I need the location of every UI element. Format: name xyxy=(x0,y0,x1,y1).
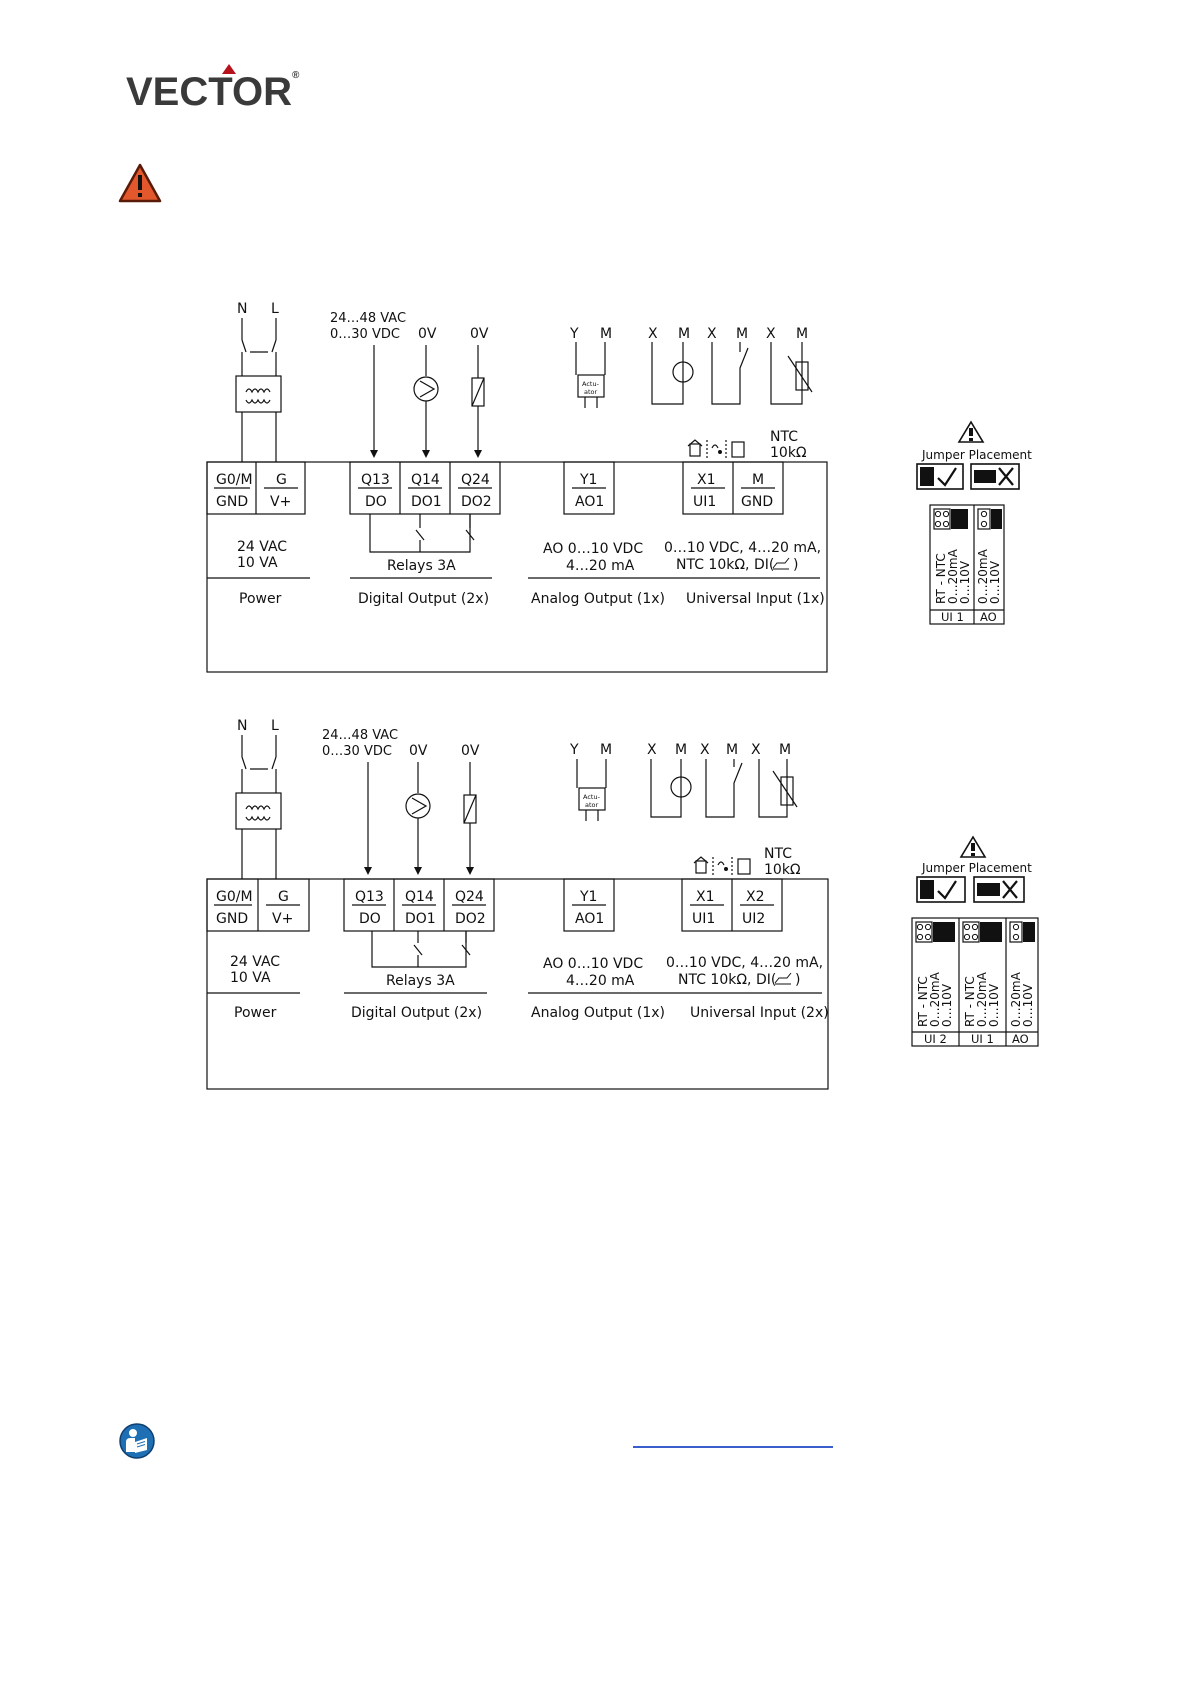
jumper1-footer-1: AO xyxy=(980,610,997,624)
ov-label-1: 0V xyxy=(409,743,428,759)
ui-label: Universal Input (1x) xyxy=(686,591,825,607)
jumper2-label-0: RT - NTC xyxy=(916,976,930,1027)
terminal-g-top: G xyxy=(278,889,289,905)
terminal-g0m-top: G0/M xyxy=(216,472,253,488)
do-supply-line1: 24…48 VAC xyxy=(330,311,407,326)
power-spec-1: 24 VAC xyxy=(237,539,288,555)
ao-spec-1: AO 0…10 VDC xyxy=(543,541,644,557)
logo-text: VECTOR xyxy=(126,70,292,114)
terminal-x1-top: X1 xyxy=(696,889,715,905)
ui-spec-2: NTC 10kΩ, DI( xyxy=(676,557,775,573)
read-manual-icon xyxy=(118,1422,156,1460)
terminal-q14-top: Q14 xyxy=(411,472,440,488)
terminal-q14-bottom: DO1 xyxy=(405,911,436,927)
jumper2-footer-0: UI 2 xyxy=(924,1032,947,1046)
terminal-x2-bottom: UI2 xyxy=(742,911,766,927)
terminal-q13-bottom: DO xyxy=(359,911,381,927)
ao-m-label: M xyxy=(600,742,613,758)
terminal-g-bottom: V+ xyxy=(270,494,292,510)
ui-wire-label-2: X xyxy=(700,742,710,758)
dout-label: Digital Output (2x) xyxy=(358,591,490,607)
jumper1-label-1: 0…20mA xyxy=(946,549,960,604)
ui-wire-label-0: X xyxy=(648,326,658,342)
ui-wire-label-5: M xyxy=(796,326,809,342)
ui-spec-1: 0…10 VDC, 4…20 mA, xyxy=(664,540,822,556)
sensor-symbols-icon xyxy=(694,857,750,875)
jumper1-label-4: 0…10V xyxy=(988,560,1002,604)
terminal-x1-top: X1 xyxy=(697,472,716,488)
terminal-m-bottom: GND xyxy=(741,494,774,510)
terminal-q13-top: Q13 xyxy=(355,889,384,905)
supply-l-label: L xyxy=(271,301,279,317)
ui-wire-label-2: X xyxy=(707,326,717,342)
terminal-g-bottom: V+ xyxy=(272,911,294,927)
jumper2-label-6: 0…20mA xyxy=(1009,972,1023,1027)
jumper-title: Jumper Placement xyxy=(922,448,1032,462)
power-spec-1: 24 VAC xyxy=(230,954,281,970)
ov-label-2: 0V xyxy=(461,743,480,759)
ui-spec-2-end: ) xyxy=(795,972,801,988)
terminal-q13-bottom: DO xyxy=(365,494,387,510)
ao-m-label: M xyxy=(600,326,613,342)
ao-spec-2: 4…20 mA xyxy=(566,973,635,989)
di-switch-icon xyxy=(775,973,791,983)
jumper2-label-1: 0…20mA xyxy=(928,972,942,1027)
do-supply-line1: 24…48 VAC xyxy=(322,728,399,743)
do-supply-line2: 0…30 VDC xyxy=(322,744,392,759)
terminal-m-top: M xyxy=(752,472,765,488)
ao-spec-1: AO 0…10 VDC xyxy=(543,956,644,972)
ao-spec-2: 4…20 mA xyxy=(566,558,635,574)
jumper1-footer-0: UI 1 xyxy=(941,610,964,624)
actuator-text-1: Actu- xyxy=(582,380,599,388)
ui-spec-2: NTC 10kΩ, DI( xyxy=(678,972,777,988)
ui-wire-label-4: X xyxy=(751,742,761,758)
ao-y-label: Y xyxy=(570,742,579,758)
logo-trademark: ® xyxy=(291,70,300,81)
jumper2-label-5: 0…10V xyxy=(987,983,1001,1027)
jumper2-label-7: 0…10V xyxy=(1021,983,1035,1027)
ui-wire-label-4: X xyxy=(766,326,776,342)
ntc-line1: NTC xyxy=(770,429,798,445)
jumper-title: Jumper Placement xyxy=(922,861,1032,875)
ao-label: Analog Output (1x) xyxy=(531,591,666,607)
ui-spec-1: 0…10 VDC, 4…20 mA, xyxy=(666,955,824,971)
terminal-y1-bottom: AO1 xyxy=(575,494,605,510)
ui-wire-label-1: M xyxy=(675,742,688,758)
ui-wire-label-0: X xyxy=(647,742,657,758)
terminal-x1-bottom: UI1 xyxy=(693,494,717,510)
ui-spec-2-end: ) xyxy=(793,557,799,573)
ov-label-1: 0V xyxy=(418,326,437,342)
ao-y-label: Y xyxy=(570,326,579,342)
terminal-q24-bottom: DO2 xyxy=(455,911,486,927)
jumper2-footer-2: AO xyxy=(1012,1032,1029,1046)
ntc-line2: 10kΩ xyxy=(764,862,801,878)
hyperlink-underline[interactable] xyxy=(633,1446,833,1448)
jumper1-label-3: 0…20mA xyxy=(976,549,990,604)
ui-wire-label-5: M xyxy=(779,742,792,758)
actuator-text-2: ator xyxy=(584,388,598,396)
terminal-g0m-top: G0/M xyxy=(216,889,253,905)
jumper2-label-4: 0…20mA xyxy=(975,972,989,1027)
actuator-text-1: Actu- xyxy=(583,793,600,801)
terminal-x2-top: X2 xyxy=(746,889,765,905)
terminal-g0m-bottom: GND xyxy=(216,911,249,927)
terminal-y1-top: Y1 xyxy=(580,472,598,488)
ao-label: Analog Output (1x) xyxy=(531,1005,666,1021)
jumper1-label-2: 0…10V xyxy=(958,560,972,604)
terminal-q14-top: Q14 xyxy=(405,889,434,905)
power-label: Power xyxy=(234,1005,277,1021)
jumper2-footer-1: UI 1 xyxy=(971,1032,994,1046)
terminal-q14-bottom: DO1 xyxy=(411,494,442,510)
terminal-q24-bottom: DO2 xyxy=(461,494,492,510)
ov-label-2: 0V xyxy=(470,326,489,342)
supply-l-label: L xyxy=(271,718,279,734)
relays-label: Relays 3A xyxy=(386,973,455,989)
terminal-q24-top: Q24 xyxy=(455,889,484,905)
terminal-q13-top: Q13 xyxy=(361,472,390,488)
power-label: Power xyxy=(239,591,282,607)
supply-n-label: N xyxy=(237,301,248,317)
jumper2-label-3: RT - NTC xyxy=(963,976,977,1027)
supply-n-label: N xyxy=(237,718,248,734)
jumper2-label-2: 0…10V xyxy=(940,983,954,1027)
jumper1-label-0: RT - NTC xyxy=(934,553,948,604)
relays-label: Relays 3A xyxy=(387,558,456,574)
ntc-line1: NTC xyxy=(764,846,792,862)
ntc-line2: 10kΩ xyxy=(770,445,807,461)
actuator-text-2: ator xyxy=(585,801,599,809)
do-supply-line2: 0…30 VDC xyxy=(330,327,400,342)
terminal-g0m-bottom: GND xyxy=(216,494,249,510)
power-spec-2: 10 VA xyxy=(237,555,278,571)
dout-label: Digital Output (2x) xyxy=(351,1005,483,1021)
terminal-x1-bottom: UI1 xyxy=(692,911,716,927)
ui-wire-label-3: M xyxy=(736,326,749,342)
ui-wire-label-3: M xyxy=(726,742,739,758)
ui-wire-label-1: M xyxy=(678,326,691,342)
terminal-q24-top: Q24 xyxy=(461,472,490,488)
ui-label: Universal Input (2x) xyxy=(690,1005,829,1021)
terminal-y1-top: Y1 xyxy=(580,889,598,905)
terminal-g-top: G xyxy=(276,472,287,488)
terminal-y1-bottom: AO1 xyxy=(575,911,605,927)
power-spec-2: 10 VA xyxy=(230,970,271,986)
